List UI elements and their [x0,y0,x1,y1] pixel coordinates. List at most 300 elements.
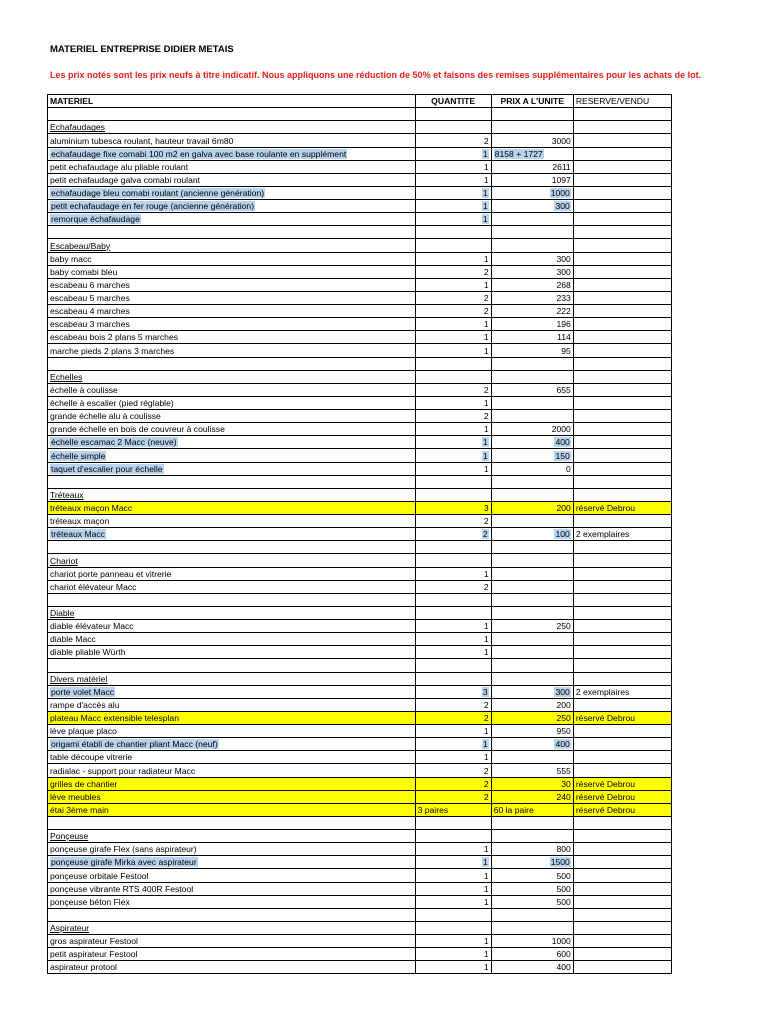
cell-prix [491,685,573,698]
cell-materiel: grande échelle en bois de couvreur à coulisse [48,423,416,436]
section-row [48,488,672,501]
highlighted-text: taquet d'escalier pour échelle [51,463,163,474]
cell-prix [491,475,573,488]
highlighted-text: echafaudage fixe comabi 100 m2 en galva avec base roulante en supplément [51,148,347,159]
cell-reserve [573,856,671,869]
cell-prix [491,830,573,843]
cell-prix [491,226,573,239]
cell-materiel: baby macc [48,252,416,265]
cell-materiel [48,357,416,370]
cell-prix [491,239,573,252]
cell-reserve [573,134,671,147]
table-row [48,843,672,856]
table-row [48,173,672,186]
cell-reserve [573,738,671,751]
cell-quantite [415,685,491,698]
cell-materiel: ponçeuse orbitale Festool [48,869,416,882]
cell-quantite: 2 [415,698,491,711]
table-header-row [48,95,672,108]
highlighted-text: petit echafaudage en fer rouge (ancienne génération) [51,201,255,212]
cell-prix [491,449,573,462]
cell-prix [491,186,573,199]
highlighted-text: echafaudage bleu comabi roulant (ancienne génération) [51,188,265,198]
cell-materiel: grande échelle alu à coulisse [48,410,416,423]
cell-materiel: tréteaux maçon [48,515,416,528]
cell-materiel [48,213,416,226]
cell-materiel [48,200,416,213]
cell-quantite [415,357,491,370]
cell-materiel: petit aspirateur Festool [48,948,416,961]
cell-quantite: 1 [415,173,491,186]
cell-reserve [573,921,671,934]
cell-prix [491,567,573,580]
cell-materiel [48,685,416,698]
cell-reserve [573,869,671,882]
cell-prix [491,659,573,672]
cell-prix: 950 [491,725,573,738]
cell-quantite: 2 [415,383,491,396]
cell-quantite [415,606,491,619]
cell-prix: 800 [491,843,573,856]
cell-materiel: rampe d'accès alu [48,698,416,711]
table-row [48,331,672,344]
cell-reserve: 2 exemplaires [573,685,671,698]
table-row [48,856,672,869]
cell-reserve [573,725,671,738]
cell-quantite: 1 [415,620,491,633]
blank-row [48,816,672,829]
header-prix: PRIX A L'UNITE [491,95,573,108]
highlighted-text: 1 [482,437,488,448]
highlighted-text: 100 [555,529,570,540]
cell-quantite [415,659,491,672]
highlighted-text: 1 [482,450,488,461]
cell-prix [491,541,573,554]
cell-reserve [573,200,671,213]
cell-reserve [573,475,671,488]
cell-materiel: diable pliable Würth [48,646,416,659]
cell-quantite [415,554,491,567]
cell-reserve [573,541,671,554]
cell-materiel: grilles de chantier [48,777,416,790]
cell-prix: 555 [491,764,573,777]
cell-reserve [573,554,671,567]
section-row [48,606,672,619]
table-row [48,147,672,160]
cell-prix [491,121,573,134]
cell-prix: 2000 [491,423,573,436]
table-row [48,396,672,409]
cell-materiel: plateau Macc extensible telesplan [48,711,416,724]
cell-reserve [573,567,671,580]
table-row [48,869,672,882]
cell-materiel: chariot élévateur Macc [48,580,416,593]
cell-prix: 2611 [491,160,573,173]
header-reserve: RESERVE/VENDU [573,95,671,108]
cell-materiel [48,738,416,751]
highlighted-text: 1 [482,739,488,750]
cell-reserve [573,305,671,318]
cell-reserve [573,252,671,265]
cell-prix [491,410,573,423]
cell-quantite: 1 [415,895,491,908]
cell-prix [491,908,573,921]
cell-materiel: Ponçeuse [48,830,416,843]
cell-reserve [573,606,671,619]
cell-quantite [415,436,491,449]
cell-quantite: 1 [415,462,491,475]
cell-reserve [573,620,671,633]
cell-reserve: réservé Debrou [573,501,671,514]
table-row [48,580,672,593]
highlighted-text: 1 [482,148,488,159]
table-body [48,95,672,974]
cell-reserve [573,633,671,646]
cell-quantite [415,147,491,160]
cell-reserve [573,265,671,278]
cell-prix [491,738,573,751]
blank-row [48,226,672,239]
cell-materiel: chariot porte panneau et vitrerie [48,567,416,580]
cell-materiel [48,462,416,475]
highlighted-text: échelle simple [51,450,106,461]
cell-prix [491,580,573,593]
cell-reserve: réservé Debrou [573,777,671,790]
document-title: MATERIEL ENTREPRISE DIDIER METAIS [50,44,234,55]
table-row [48,515,672,528]
cell-quantite: 1 [415,160,491,173]
cell-reserve [573,108,671,121]
cell-quantite: 1 [415,725,491,738]
cell-reserve [573,357,671,370]
table-row [48,725,672,738]
cell-prix: 500 [491,895,573,908]
table-row [48,764,672,777]
blank-row [48,475,672,488]
cell-prix [491,593,573,606]
cell-prix: 500 [491,882,573,895]
cell-materiel: Divers matériel [48,672,416,685]
table-row [48,186,672,199]
cell-quantite: 1 [415,751,491,764]
cell-reserve [573,882,671,895]
cell-materiel: lève plaque placo [48,725,416,738]
cell-materiel: Echafaudages [48,121,416,134]
cell-materiel: gros aspirateur Festool [48,935,416,948]
cell-quantite: 1 [415,961,491,974]
highlighted-text: échelle escamac 2 Macc (neuve) [51,437,177,448]
cell-materiel: petit echafaudage galva comabi roulant [48,173,416,186]
table-row [48,423,672,436]
cell-quantite [415,121,491,134]
cell-reserve [573,462,671,475]
cell-quantite: 2 [415,777,491,790]
table-row [48,462,672,475]
section-row [48,370,672,383]
table-row [48,620,672,633]
highlighted-text: 3 [482,686,488,697]
table-row [48,200,672,213]
cell-reserve: réservé Debrou [573,803,671,816]
table-row [48,291,672,304]
cell-materiel: petit echafaudage alu pliable roulant [48,160,416,173]
cell-reserve [573,961,671,974]
table-row [48,895,672,908]
cell-quantite [415,672,491,685]
cell-prix: 400 [491,961,573,974]
cell-quantite: 1 [415,869,491,882]
section-row [48,554,672,567]
cell-materiel [48,659,416,672]
cell-reserve: réservé Debrou [573,711,671,724]
cell-reserve [573,410,671,423]
table-row [48,698,672,711]
highlighted-text: remorque échafaudage [51,214,140,225]
cell-reserve [573,672,671,685]
cell-materiel: diable élévateur Macc [48,620,416,633]
table-row [48,633,672,646]
cell-prix [491,396,573,409]
cell-prix [491,147,573,160]
cell-quantite [415,830,491,843]
blank-row [48,659,672,672]
cell-materiel: marche pieds 2 plans 3 marches [48,344,416,357]
highlighted-text: porte volet Macc [51,686,115,697]
cell-reserve [573,160,671,173]
cell-prix: 200 [491,698,573,711]
table-row [48,790,672,803]
table-row [48,449,672,462]
cell-quantite [415,213,491,226]
cell-materiel: ponçeuse girafe Flex (sans aspirateur) [48,843,416,856]
cell-prix: 300 [491,252,573,265]
cell-quantite [415,528,491,541]
cell-reserve [573,488,671,501]
cell-prix [491,751,573,764]
table-row [48,344,672,357]
cell-prix [491,528,573,541]
cell-reserve [573,843,671,856]
cell-prix [491,108,573,121]
cell-reserve [573,698,671,711]
cell-quantite: 1 [415,331,491,344]
header-quantite: QUANTITE [415,95,491,108]
cell-reserve [573,449,671,462]
cell-quantite: 2 [415,291,491,304]
cell-reserve [573,646,671,659]
cell-quantite: 3 [415,501,491,514]
cell-quantite: 1 [415,396,491,409]
cell-reserve [573,764,671,777]
cell-quantite [415,593,491,606]
table-row [48,882,672,895]
cell-prix [491,633,573,646]
cell-materiel: ponçeuse vibrante RTS 400R Festool [48,882,416,895]
cell-quantite: 2 [415,764,491,777]
cell-materiel: lève meubles [48,790,416,803]
cell-prix [491,370,573,383]
table-row [48,738,672,751]
table-row [48,803,672,816]
cell-materiel: Escabeau/Baby [48,239,416,252]
table-row [48,436,672,449]
cell-materiel [48,147,416,160]
cell-prix: 268 [491,278,573,291]
cell-prix [491,357,573,370]
cell-reserve: 2 exemplaires [573,528,671,541]
cell-prix: 0 [491,462,573,475]
cell-reserve [573,239,671,252]
cell-quantite [415,816,491,829]
cell-prix: 60 la paire [491,803,573,816]
cell-reserve [573,344,671,357]
cell-quantite: 2 [415,790,491,803]
cell-materiel: escabeau 5 marches [48,291,416,304]
cell-quantite: 2 [415,711,491,724]
highlighted-text: 2 [482,529,488,540]
cell-reserve [573,816,671,829]
cell-prix: 655 [491,383,573,396]
cell-materiel [48,436,416,449]
cell-reserve [573,830,671,843]
cell-quantite [415,449,491,462]
cell-materiel [48,908,416,921]
cell-prix [491,672,573,685]
cell-quantite: 2 [415,134,491,147]
cell-prix: 222 [491,305,573,318]
cell-quantite: 2 [415,265,491,278]
table-row [48,383,672,396]
cell-quantite: 1 [415,646,491,659]
cell-quantite [415,200,491,213]
highlighted-text: origami établi de chantier pliant Macc (neuf) [51,739,218,750]
cell-quantite [415,239,491,252]
cell-prix [491,816,573,829]
highlighted-text: 400 [555,437,570,448]
cell-materiel: Tréteaux [48,488,416,501]
section-row [48,672,672,685]
cell-prix [491,921,573,934]
cell-materiel: escabeau 4 marches [48,305,416,318]
highlighted-text: 1 [482,188,488,198]
cell-materiel: échelle à coulisse [48,383,416,396]
cell-materiel: escabeau bois 2 plans 5 marches [48,331,416,344]
cell-materiel: baby comabi bleu [48,265,416,278]
table-row [48,961,672,974]
section-row [48,921,672,934]
section-row [48,121,672,134]
cell-materiel: étai 3ème main [48,803,416,816]
cell-prix [491,606,573,619]
cell-reserve [573,383,671,396]
table-row [48,567,672,580]
cell-prix [491,436,573,449]
cell-quantite: 2 [415,305,491,318]
table-row [48,777,672,790]
table-row [48,935,672,948]
table-row [48,501,672,514]
cell-reserve [573,291,671,304]
cell-quantite [415,108,491,121]
cell-reserve [573,436,671,449]
cell-reserve [573,935,671,948]
table-row [48,711,672,724]
cell-prix: 250 [491,620,573,633]
cell-materiel: ponçeuse béton Flex [48,895,416,908]
cell-materiel: Echelles [48,370,416,383]
cell-prix: 300 [491,265,573,278]
cell-quantite: 2 [415,410,491,423]
cell-quantite: 1 [415,948,491,961]
cell-quantite: 1 [415,318,491,331]
cell-quantite: 1 [415,344,491,357]
highlighted-text: tréteaux Macc [51,529,105,540]
cell-reserve [573,423,671,436]
cell-quantite: 1 [415,935,491,948]
cell-reserve [573,226,671,239]
cell-prix: 233 [491,291,573,304]
cell-materiel: Diable [48,606,416,619]
cell-materiel: aspirateur protool [48,961,416,974]
table-row [48,305,672,318]
cell-prix: 3000 [491,134,573,147]
table-row [48,134,672,147]
cell-prix: 600 [491,948,573,961]
highlighted-text: 1 [482,214,488,225]
blank-row [48,108,672,121]
blank-row [48,357,672,370]
cell-quantite [415,921,491,934]
cell-materiel: escabeau 3 marches [48,318,416,331]
cell-prix [491,856,573,869]
table-row [48,410,672,423]
cell-prix [491,515,573,528]
cell-quantite [415,738,491,751]
table-row [48,646,672,659]
cell-materiel [48,226,416,239]
cell-quantite [415,186,491,199]
cell-quantite: 1 [415,633,491,646]
cell-materiel [48,541,416,554]
cell-reserve [573,186,671,199]
cell-quantite: 1 [415,843,491,856]
cell-reserve [573,318,671,331]
table-row [48,528,672,541]
cell-materiel [48,449,416,462]
cell-quantite [415,370,491,383]
cell-quantite: 2 [415,580,491,593]
cell-materiel [48,108,416,121]
cell-prix [491,200,573,213]
cell-materiel: escabeau 6 marches [48,278,416,291]
cell-reserve [573,895,671,908]
table-row [48,252,672,265]
cell-quantite: 1 [415,882,491,895]
cell-reserve [573,396,671,409]
cell-materiel [48,475,416,488]
cell-reserve [573,515,671,528]
table-row [48,160,672,173]
highlighted-text: 150 [555,450,570,461]
highlighted-text: 300 [555,686,570,697]
cell-quantite: 1 [415,567,491,580]
highlighted-text: 300 [555,201,570,212]
cell-reserve [573,121,671,134]
cell-quantite [415,226,491,239]
highlighted-text: 400 [555,739,570,750]
cell-prix: 500 [491,869,573,882]
section-row [48,830,672,843]
